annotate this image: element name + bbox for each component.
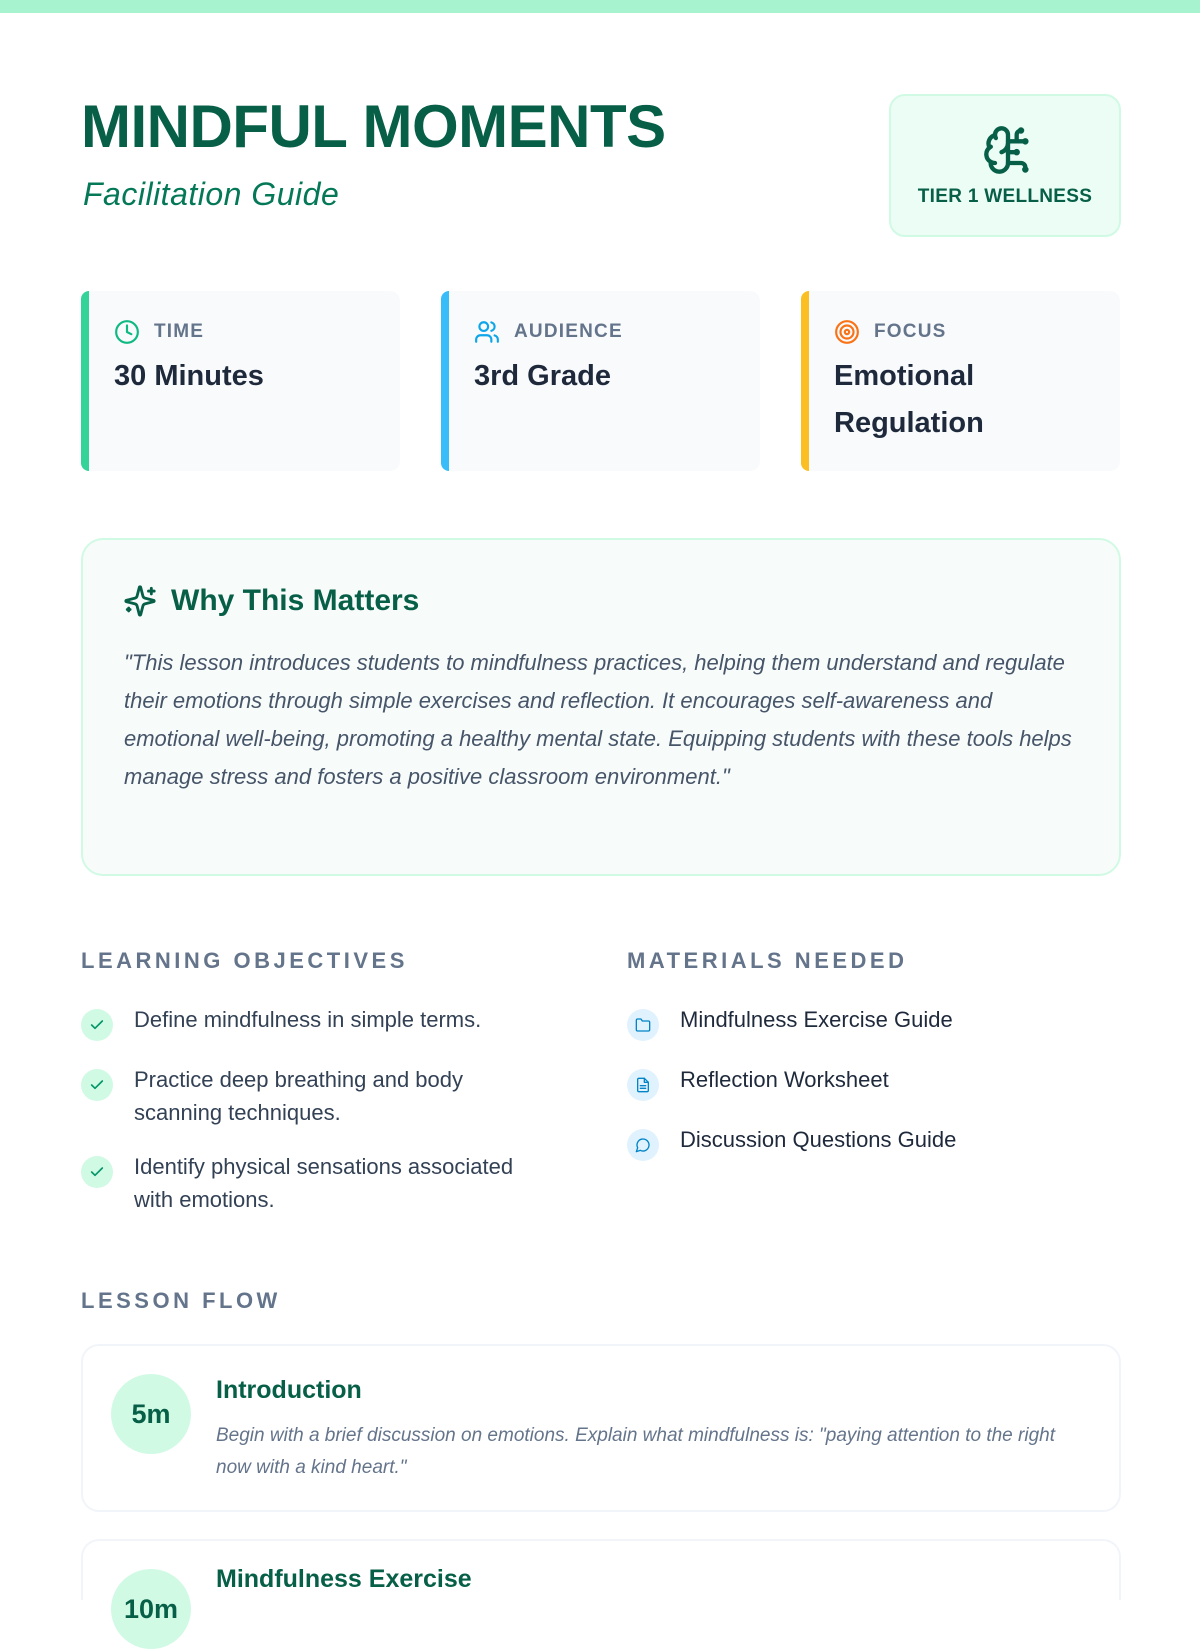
icon-badge xyxy=(627,1009,659,1041)
objective-text: Define mindfulness in simple terms. xyxy=(134,1007,482,1032)
materials-needed-heading: MATERIALS NEEDED xyxy=(627,948,908,973)
sparkles-icon xyxy=(123,584,157,618)
objective-text: Identify physical sensations associated with emotions. xyxy=(134,1154,514,1212)
clock-icon xyxy=(114,319,140,345)
check-icon xyxy=(89,1164,105,1180)
info-card-audience xyxy=(441,291,760,471)
check-icon xyxy=(89,1017,105,1033)
card-accent xyxy=(81,291,89,471)
card-value: 30 Minutes xyxy=(114,360,264,392)
tier-badge xyxy=(889,94,1121,237)
step-description: Begin with a brief discussion on emotions. Explain what mindfulness is: "paying attention to the right now with a kind heart." xyxy=(216,1425,1055,1478)
card-accent xyxy=(801,291,809,471)
target-icon xyxy=(834,319,860,345)
brain-icon xyxy=(982,124,1034,176)
info-card-focus xyxy=(801,291,1120,471)
card-label: FOCUS xyxy=(874,321,947,342)
check-icon xyxy=(89,1077,105,1093)
page-title: MINDFUL MOMENTS xyxy=(81,93,666,160)
material-item xyxy=(627,1063,1087,1103)
card-accent xyxy=(441,291,449,471)
chat-bubble-icon xyxy=(635,1137,651,1153)
top-accent-bar xyxy=(0,0,1200,13)
card-label: AUDIENCE xyxy=(514,321,623,342)
step-duration: 10m xyxy=(111,1569,191,1649)
document-icon xyxy=(635,1077,651,1093)
objective-item xyxy=(81,1150,561,1220)
step-title: Introduction xyxy=(216,1376,362,1404)
folder-icon xyxy=(635,1017,651,1033)
card-value: 3rd Grade xyxy=(474,360,611,392)
badge-label: TIER 1 WELLNESS xyxy=(917,186,1093,207)
material-item xyxy=(627,1003,1087,1043)
icon-badge xyxy=(627,1129,659,1161)
check-badge xyxy=(81,1069,113,1101)
card-value: Emotional Regulation xyxy=(834,360,984,439)
section-heading: Why This Matters xyxy=(171,584,420,617)
learning-objectives-heading: LEARNING OBJECTIVES xyxy=(81,948,408,973)
objective-item xyxy=(81,1063,561,1133)
lesson-step-card xyxy=(81,1344,1121,1512)
step-duration: 5m xyxy=(111,1374,191,1454)
objective-text: Practice deep breathing and body scanning techniques. xyxy=(134,1067,464,1125)
material-item xyxy=(627,1123,1087,1163)
lesson-step-card xyxy=(81,1539,1121,1624)
info-card-time xyxy=(81,291,400,471)
material-text: Discussion Questions Guide xyxy=(680,1127,957,1152)
check-badge xyxy=(81,1009,113,1041)
card-label: TIME xyxy=(154,321,205,342)
icon-badge xyxy=(627,1069,659,1101)
why-this-matters-panel xyxy=(81,538,1121,876)
check-badge xyxy=(81,1156,113,1188)
material-text: Reflection Worksheet xyxy=(680,1067,889,1092)
why-quote: "This lesson introduces students to mindfulness practices, helping them understand and regulate their emotions through simple exercises and reflection. It encourages self-awareness and emotional well-being, promoting a healthy mental state. Equipping students with these tools helps manage stress and fosters a positive classroom environment." xyxy=(124,650,1072,789)
users-icon xyxy=(474,319,500,345)
lesson-flow-heading: LESSON FLOW xyxy=(81,1288,281,1313)
objective-item xyxy=(81,1003,561,1043)
material-text: Mindfulness Exercise Guide xyxy=(680,1007,953,1032)
step-title: Mindfulness Exercise xyxy=(216,1565,472,1593)
page-subtitle: Facilitation Guide xyxy=(83,176,340,212)
